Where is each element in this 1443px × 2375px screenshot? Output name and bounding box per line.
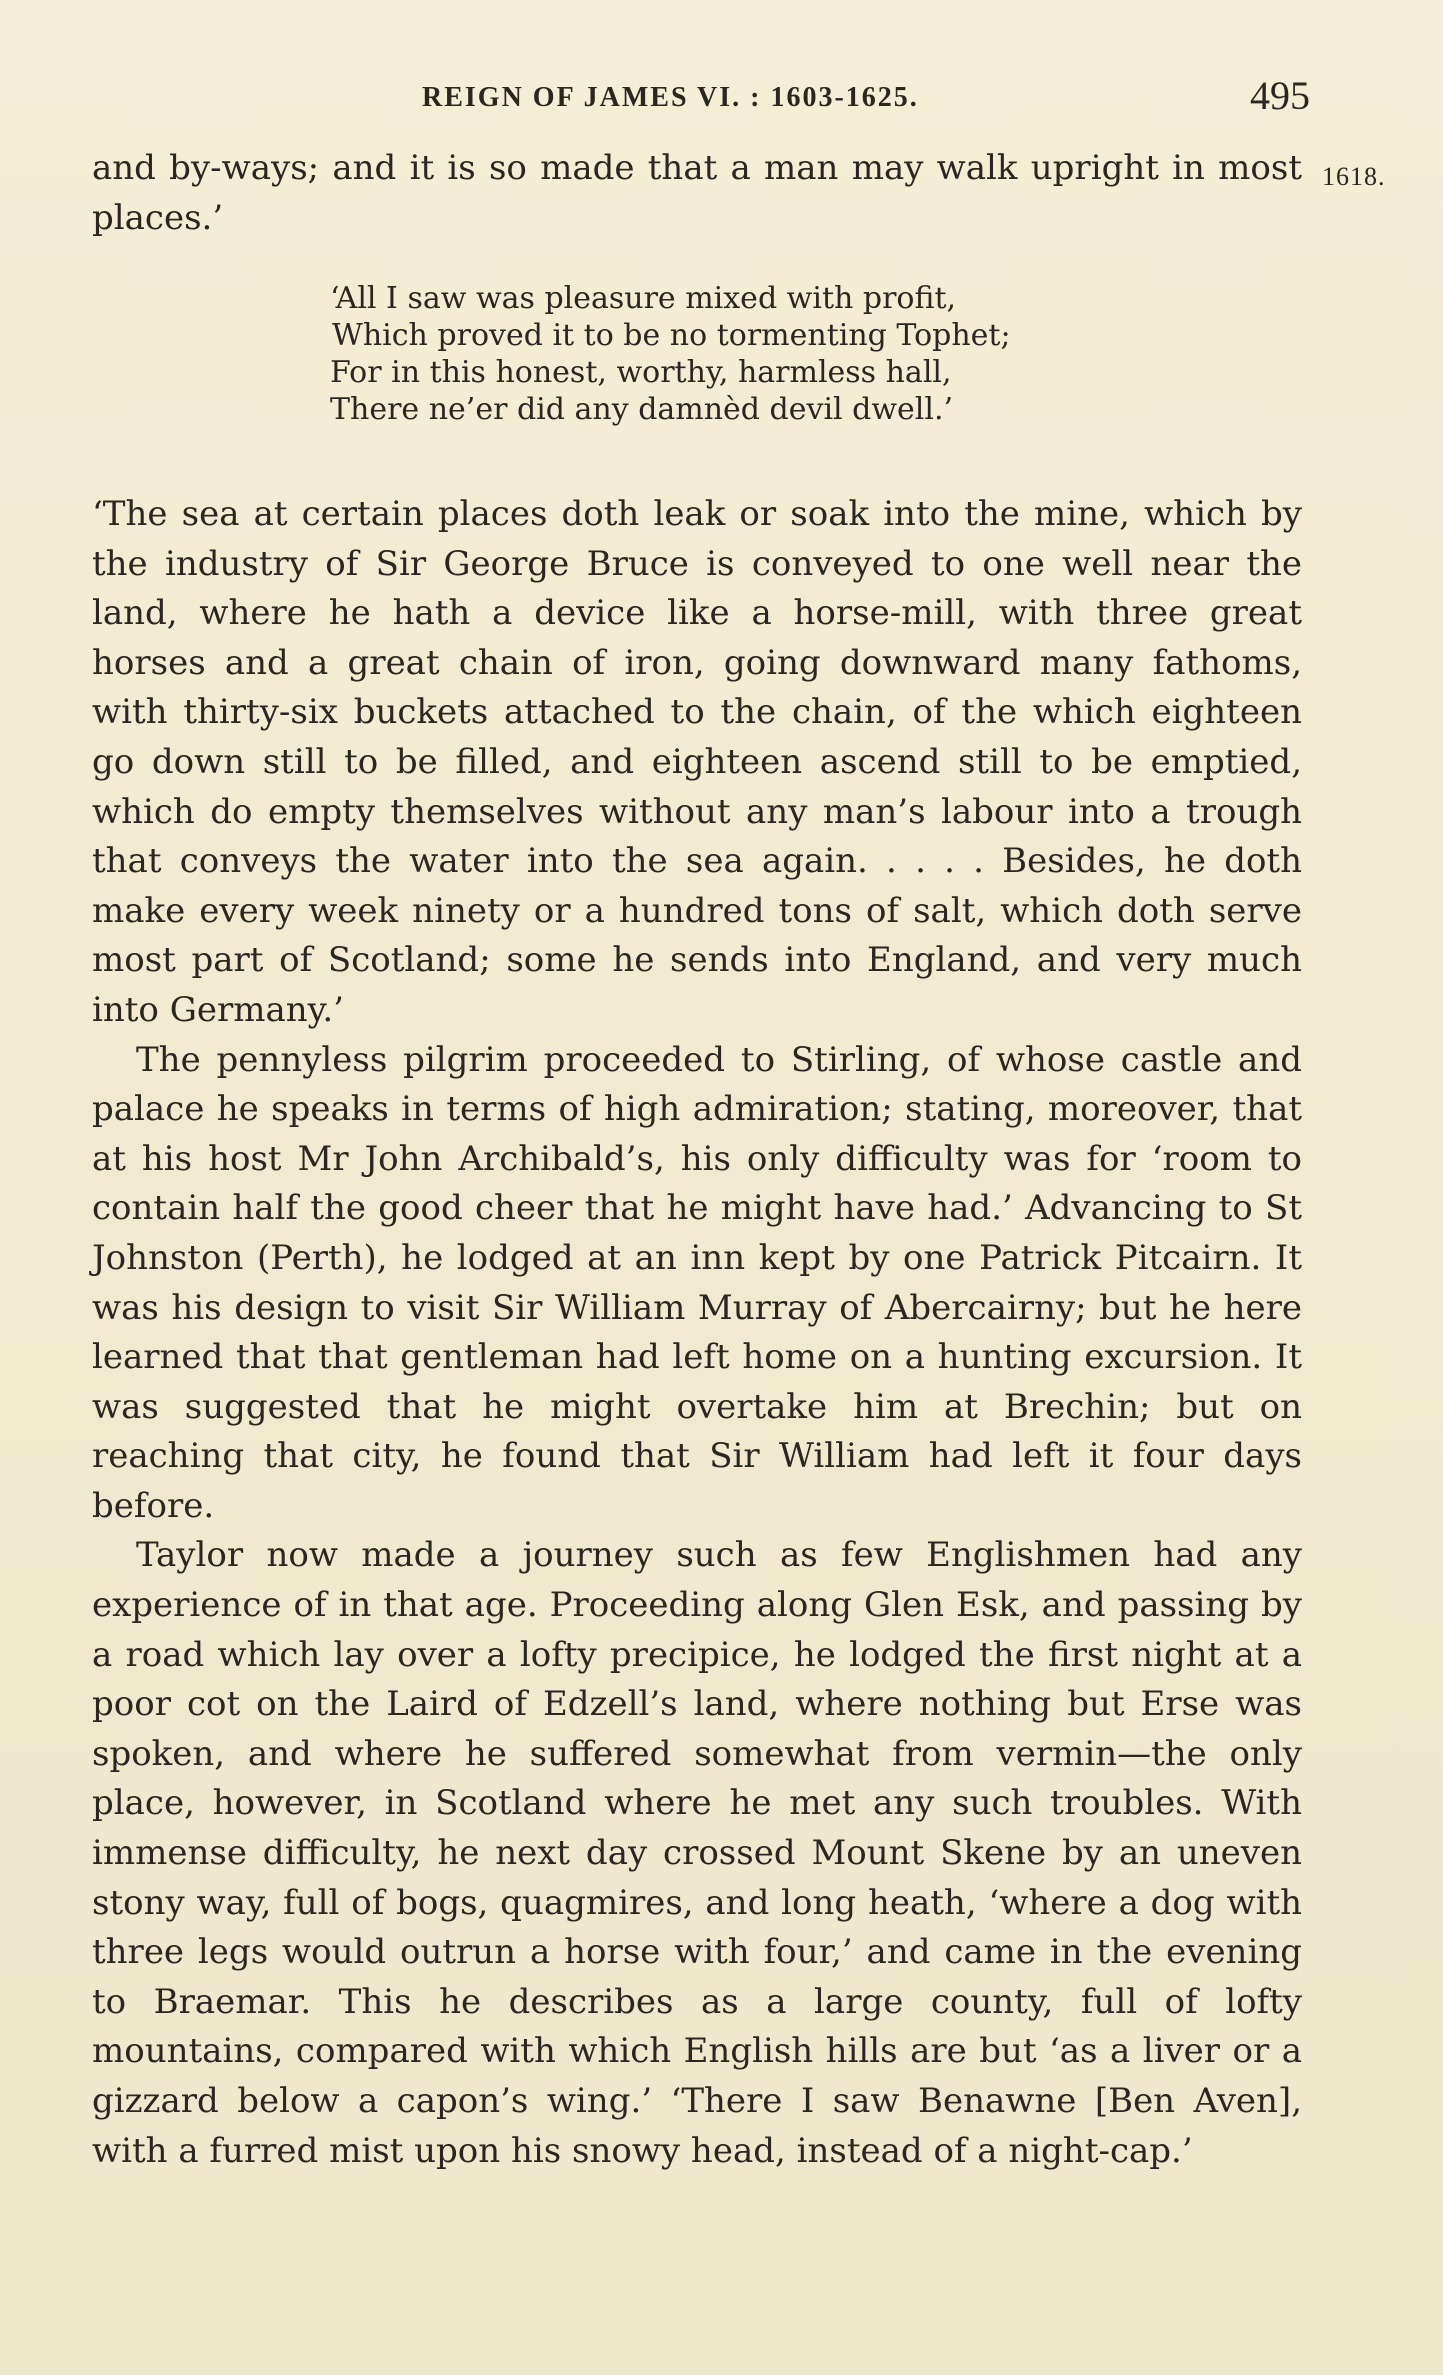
main-text xyxy=(92,490,1302,2176)
paragraph-stirling: The pennyless pilgrim proceeded to Stirling, of whose castle and palace he speaks in terms of high admiration; stating, moreover, that at his host Mr John Archibald’s, his only difficulty was for ‘room to contain half the good cheer that he might have had.’ Advancing to St Johnston (Perth), he lodged at an inn kept by one Patrick Pitcairn. It was his design to visit Sir William Murray of Abercairny; but he here learned that that gentleman had left home on a hunting excursion. It was suggested that he might overtake him at Brechin; but on reaching that city, he found that Sir William had left it four days before. xyxy=(92,1039,1302,1526)
intro-text xyxy=(92,144,1302,243)
page-number: 495 xyxy=(1250,73,1310,118)
verse-line: For in this honest, worthy, harmless hall, xyxy=(330,355,952,390)
page-header xyxy=(92,72,1310,132)
paragraph-mine-quote: ‘The sea at certain places doth leak or soak into the mine, which by the industry of Sir George Bruce is conveyed to one well near the land, where he hath a device like a horse-mill, with three great horses and a great chain of iron, going downward many fathoms, with thirty-six buckets attached to the chain, of the which eighteen go down still to be filled, and eighteen ascend still to be emptied, which do empty themselves without any man’s labour into a trough that conveys the water into the sea again. . . . . Besides, he doth make every week ninety or a hundred tons of salt, which doth serve most part of Scotland; some he sends into England, and very much into Germany.’ xyxy=(92,494,1302,1030)
paragraph-journey: Taylor now made a journey such as few Englishmen had any experience of in that age. Proceeding along Glen Esk, and passing by a road which lay over a lofty precipice, he lodged the first night at a poor cot on the Laird of Edzell’s land, where nothing but Erse was spoken, and where he suffered somewhat from vermin—the only place, however, in Scotland where he met any such troubles. With immense difficulty, he next day crossed Mount Skene by an uneven stony way, full of bogs, quagmires, and long heath, ‘where a dog with three legs would outrun a horse with four,’ and came in the evening to Braemar. This he describes as a large county, full of lofty mountains, compared with which English hills are but ‘as a liver or a gizzard below a capon’s wing.’ ‘There I saw Benawne [Ben Aven], with a furred mist upon his snowy head, instead of a night-cap.’ xyxy=(92,1535,1302,2171)
verse-line: There ne’er did any damnèd devil dwell.’ xyxy=(330,392,954,427)
verse-line: ‘All I saw was pleasure mixed with profit, xyxy=(330,281,957,316)
verse-line: Which proved it to be no tormenting Tophet; xyxy=(332,318,1011,353)
verse-quote xyxy=(330,280,1011,428)
margin-year-note: 1618. xyxy=(1322,162,1386,191)
running-title: REIGN OF JAMES VI. : 1603-1625. xyxy=(422,82,919,113)
intro-paragraph: and by-ways; and it is so made that a man may walk upright in most places.’ xyxy=(92,148,1302,238)
